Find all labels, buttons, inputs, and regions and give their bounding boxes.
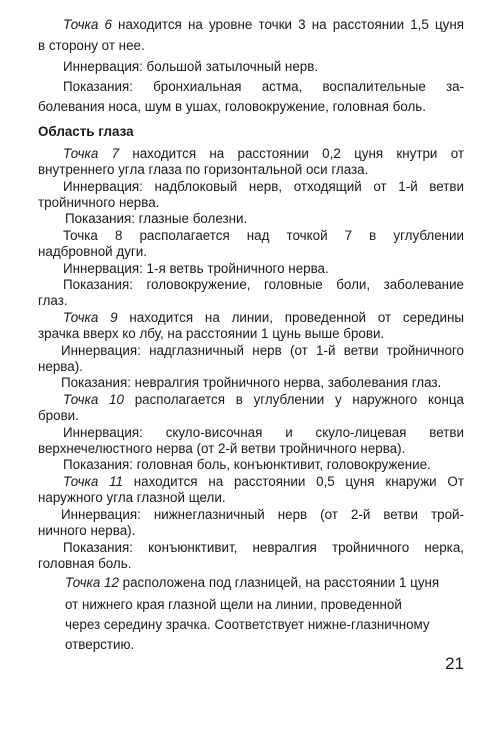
text-line [38,243,464,260]
line-text: Иннервация: нижнеглазничный нерв (от 2-й ветви трой- [61,507,464,522]
line-text: Иннервация: надглазничный нерв (от 1-й ветви тройничного [61,343,464,358]
text-line [38,260,464,277]
text-line [38,506,464,523]
text-line [38,58,464,75]
line-text: находится на уровне точки 3 на расстоянии 1,5 цуня [111,17,464,32]
text-line [38,276,464,293]
text-line [38,616,464,633]
text-line [38,227,464,244]
line-text: Показания: невралгия тройничного нерва, заболевания глаз. [61,375,442,390]
line-text: головная боль. [38,556,132,571]
line-text: от нижнего края глазной щели на линии, проведенной [65,597,402,612]
line-text: Показания: глазные болезни. [65,211,248,226]
line-text: Точка 8 располагается над точкой 7 в углублении [63,228,464,243]
point-name: Точка 9 [63,310,118,325]
heading-text: Область глаза [38,124,134,139]
text-line [38,424,464,441]
line-text: тройничного нерва. [38,195,160,210]
text-line [38,210,464,227]
point-name: Точка 11 [63,474,123,489]
line-text: Иннервация: 1-я ветвь тройничного нерва. [63,261,329,276]
text-line [38,292,464,309]
point-name: Точка 10 [63,392,124,407]
line-text: Показания: головная боль, конъюнктивит, головокружение. [63,457,431,472]
line-text: болевания носа, шум в ушах, головокружение, головная боль. [38,99,426,114]
point-name: Точка 6 [63,17,112,32]
line-text: зрачка вверх ко лбу, на расстоянии 1 цунь выше брови. [38,326,385,341]
point-name: Точка 12 [65,575,119,590]
text-line [38,456,464,473]
text-line [38,636,464,653]
text-line [38,473,464,490]
line-text: отверстию. [65,637,135,652]
line-text: надбровной дуги. [38,244,147,259]
text-line [38,391,464,408]
text-line [38,98,464,115]
line-text: Иннервация: скуло-височная и скуло-лицевая ветви [63,425,464,440]
text-line [38,489,464,506]
page-number: 21 [445,654,464,673]
point-name: Точка 7 [63,146,120,161]
line-text: находится на расстоянии 0,2 цуня кнутри от [119,146,464,161]
text-line [38,539,464,556]
line-text: находится на линии, проведенной от середины [117,310,464,325]
line-text: расположена под глазницей, на расстоянии 1 цуня [118,575,440,590]
line-text: глаз. [38,293,68,308]
line-text: через середину зрачка. Соответствует нижне-глазничному [65,617,430,632]
text-line [38,522,464,539]
text-line [38,574,464,591]
line-text: Показания: конъюнктивит, невралгия тройничного нерка, [63,540,464,555]
text-line [38,358,464,375]
line-text: брови. [38,408,79,423]
line-text: наружного угла глазной щели. [38,490,226,505]
line-text: верхнечелюстного нерва (от 2-й ветви тройничного нерва). [38,441,406,456]
line-text: располагается в углублении у наружного конца [123,392,464,407]
text-line [38,145,464,162]
text-line [38,374,464,391]
text-line [38,440,464,457]
text-line [38,37,464,54]
section-heading [38,123,464,140]
text-line [38,16,464,33]
text-line [38,161,464,178]
line-text: Иннервация: надблоковый нерв, отходящий от 1-й ветви [63,179,464,194]
line-text: в сторону от нее. [38,38,145,53]
line-text: ничного нерва). [38,523,136,538]
text-line [38,78,464,95]
line-text: Показания: бронхиальная астма, воспалительные за- [63,79,464,94]
text-line [38,178,464,195]
text-line [38,342,464,359]
text-line [38,555,464,572]
line-text: внутреннего угла глаза по горизонтальной оси глаза. [38,162,369,177]
text-line [38,407,464,424]
text-line [38,596,464,613]
text-line [38,194,464,211]
line-text: Показания: головокружение, головные боли, заболевание [63,277,464,292]
line-text: нерва). [38,359,83,374]
text-line [38,325,464,342]
text-line [38,309,464,326]
line-text: Иннервация: большой затылочный нерв. [63,59,319,74]
line-text: находится на расстоянии 0,5 цуня кнаружи От [122,474,464,489]
